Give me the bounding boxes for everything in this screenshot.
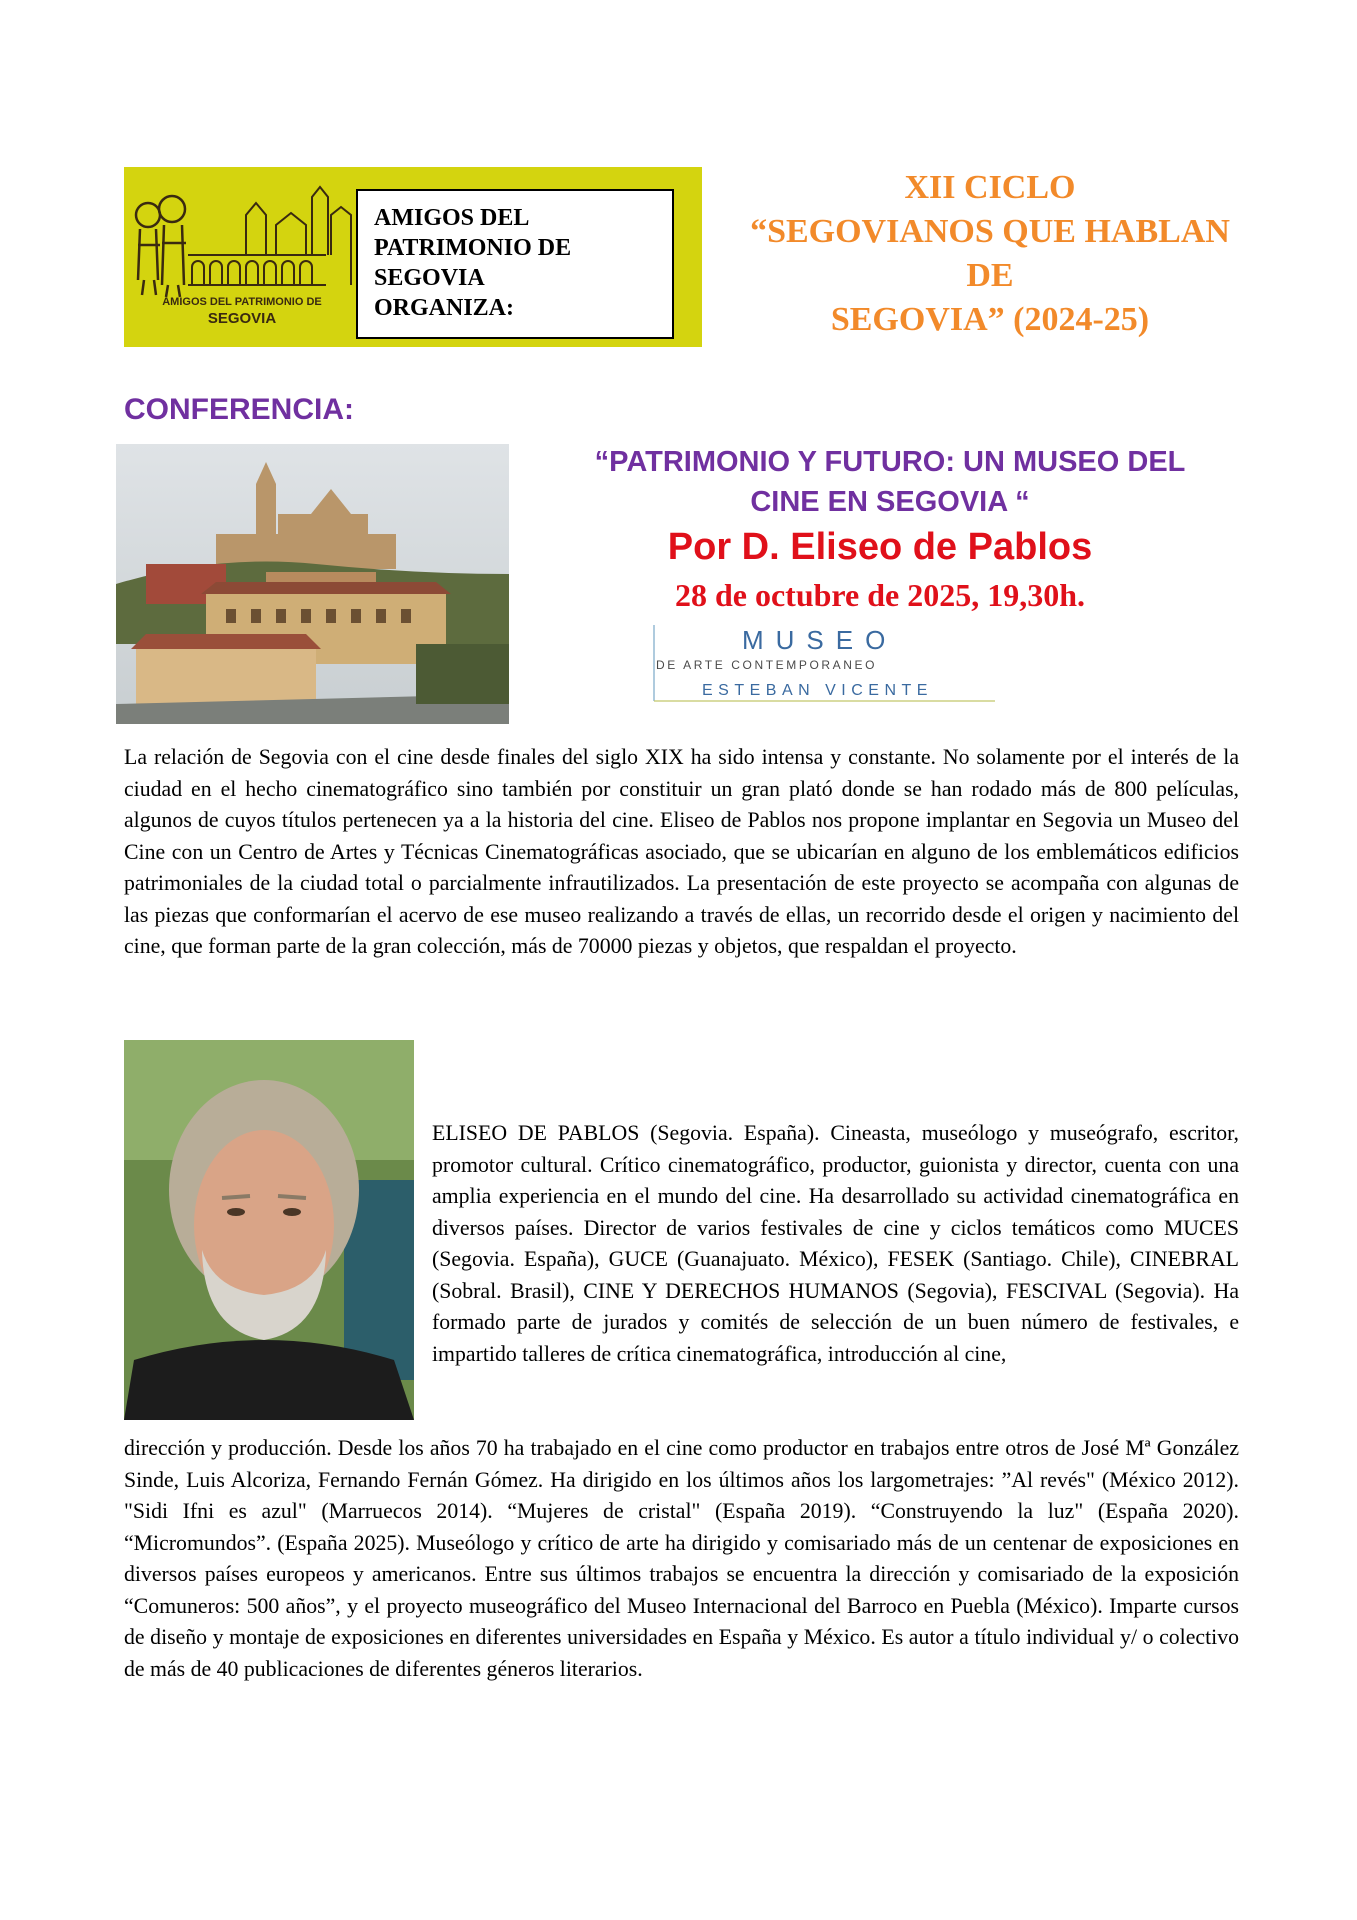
cycle-title bbox=[730, 166, 1250, 342]
organizer-line: ORGANIZA: bbox=[374, 295, 515, 321]
eliseo-de-pablos-portrait bbox=[124, 1040, 414, 1420]
talk-title-line: CINE EN SEGOVIA “ bbox=[750, 486, 1030, 518]
cycle-title-line: DE bbox=[966, 257, 1014, 294]
organizer-line: PATRIMONIO DE bbox=[374, 235, 572, 261]
organizer-line: AMIGOS DEL bbox=[374, 205, 530, 231]
intro-paragraph: La relación de Segovia con el cine desde finales del siglo XIX ha sido intensa y constante. No solamente por el interés de la ciudad en el hecho cinematográfico sino también por constituir un gran plató donde se han rodado más de 800 películas, algunos de cuyos títulos pertenecen ya a la historia del cine. Eliseo de Pablos nos propone implantar en Segovia un Museo del Cine con un Centro de Artes y Técnicas Cinematográficas asociado, que se ubicarían en alguno de los emblemáticos edificios patrimoniales de la ciudad total o parcialmente infrautilizados. La presentación de este proyecto se acompaña con algunas de las piezas que conformarían el acervo de ese museo realizando a través de ellas, un recorrido desde el origen y nacimiento del cine, que forman parte de la gran colección, más de 70000 piezas y objetos, que respaldan el proyecto. bbox=[124, 745, 1239, 958]
conference-label: CONFERENCIA: bbox=[124, 393, 354, 426]
logo-caption-bottom: SEGOVIA bbox=[207, 310, 277, 327]
event-date: 28 de octubre de 2025, 19,30h. bbox=[674, 577, 1086, 613]
cycle-title-line: “SEGOVIANOS QUE HABLAN bbox=[750, 213, 1230, 250]
talk-title-line: “PATRIMONIO Y FUTURO: UN MUSEO DEL bbox=[594, 446, 1186, 478]
museo-esteban-vicente-logo bbox=[650, 625, 995, 705]
museo-logo-word: MUSEO bbox=[742, 625, 898, 655]
museo-logo-subtitle: DE ARTE CONTEMPORANEO bbox=[656, 658, 878, 672]
amigos-patrimonio-logo bbox=[126, 185, 358, 335]
museo-logo-name: ESTEBAN VICENTE bbox=[702, 682, 933, 699]
cycle-title-line: XII CICLO bbox=[904, 169, 1076, 206]
cycle-title-line: SEGOVIA” (2024-25) bbox=[830, 301, 1150, 338]
organizer-line: SEGOVIA bbox=[374, 265, 485, 291]
organizer-logo-block bbox=[124, 167, 702, 347]
bio-paragraph-continuation: dirección y producción. Desde los años 70 ha trabajado en el cine como productor en trabajos entre otros de José Mª González Sinde, Luis Alcoriza, Fernando Fernán Gómez. Ha dirigido en los últimos años los largometrajes: ”Al revés" (México 2012). "Sidi Ifni es azul" (Marruecos 2014). “Mujeres de cristal" (España 2019). “Construyendo la luz" (España 2020). “Micromundos”. (España 2025). Museólogo y crítico de arte ha dirigido y comisariado más de un centenar de exposiciones en diversos países europeos y americanos. Entre sus últimos trabajos se encuentra la dirección y comisariado de la exposición “Comuneros: 500 años”, y el proyecto museográfico del Museo Internacional del Barroco en Puebla (México). Imparte cursos de diseño y montaje de exposiciones en diferentes universidades en España y México. Es autor a título individual y/ o colectivo de más de 40 publicaciones de diferentes géneros literarios. bbox=[124, 1436, 1239, 1681]
talk-title bbox=[540, 442, 1240, 522]
bio-paragraph-beside-photo: ELISEO DE PABLOS (Segovia. España). Cineasta, museólogo y museógrafo, escritor, promotor cultural. Crítico cinematográfico, productor, guionista y director, cuenta con una amplia experiencia en el mundo del cine. Ha desarrollado su actividad cinematográfica en diversos países. Director de varios festivales de cine y ciclos temáticos como MUCES (Segovia. España), GUCE (Guanajuato. México), FESEK (Santiago. Chile), CINEBRAL (Sobral. Brasil), CINE Y DERECHOS HUMANOS (Segovia), FESCIVAL (Segovia). Ha formado parte de jurados y comités de selección de un buen número de festivales, e impartido talleres de crítica cinematográfica, introducción al cine, bbox=[432, 1121, 1239, 1366]
logo-caption-top: AMIGOS DEL PATRIMONIO DE bbox=[162, 296, 322, 308]
segovia-cathedral-photo bbox=[116, 444, 509, 724]
organizer-box bbox=[356, 189, 674, 339]
speaker-name: Por D. Eliseo de Pablos bbox=[667, 526, 1093, 568]
